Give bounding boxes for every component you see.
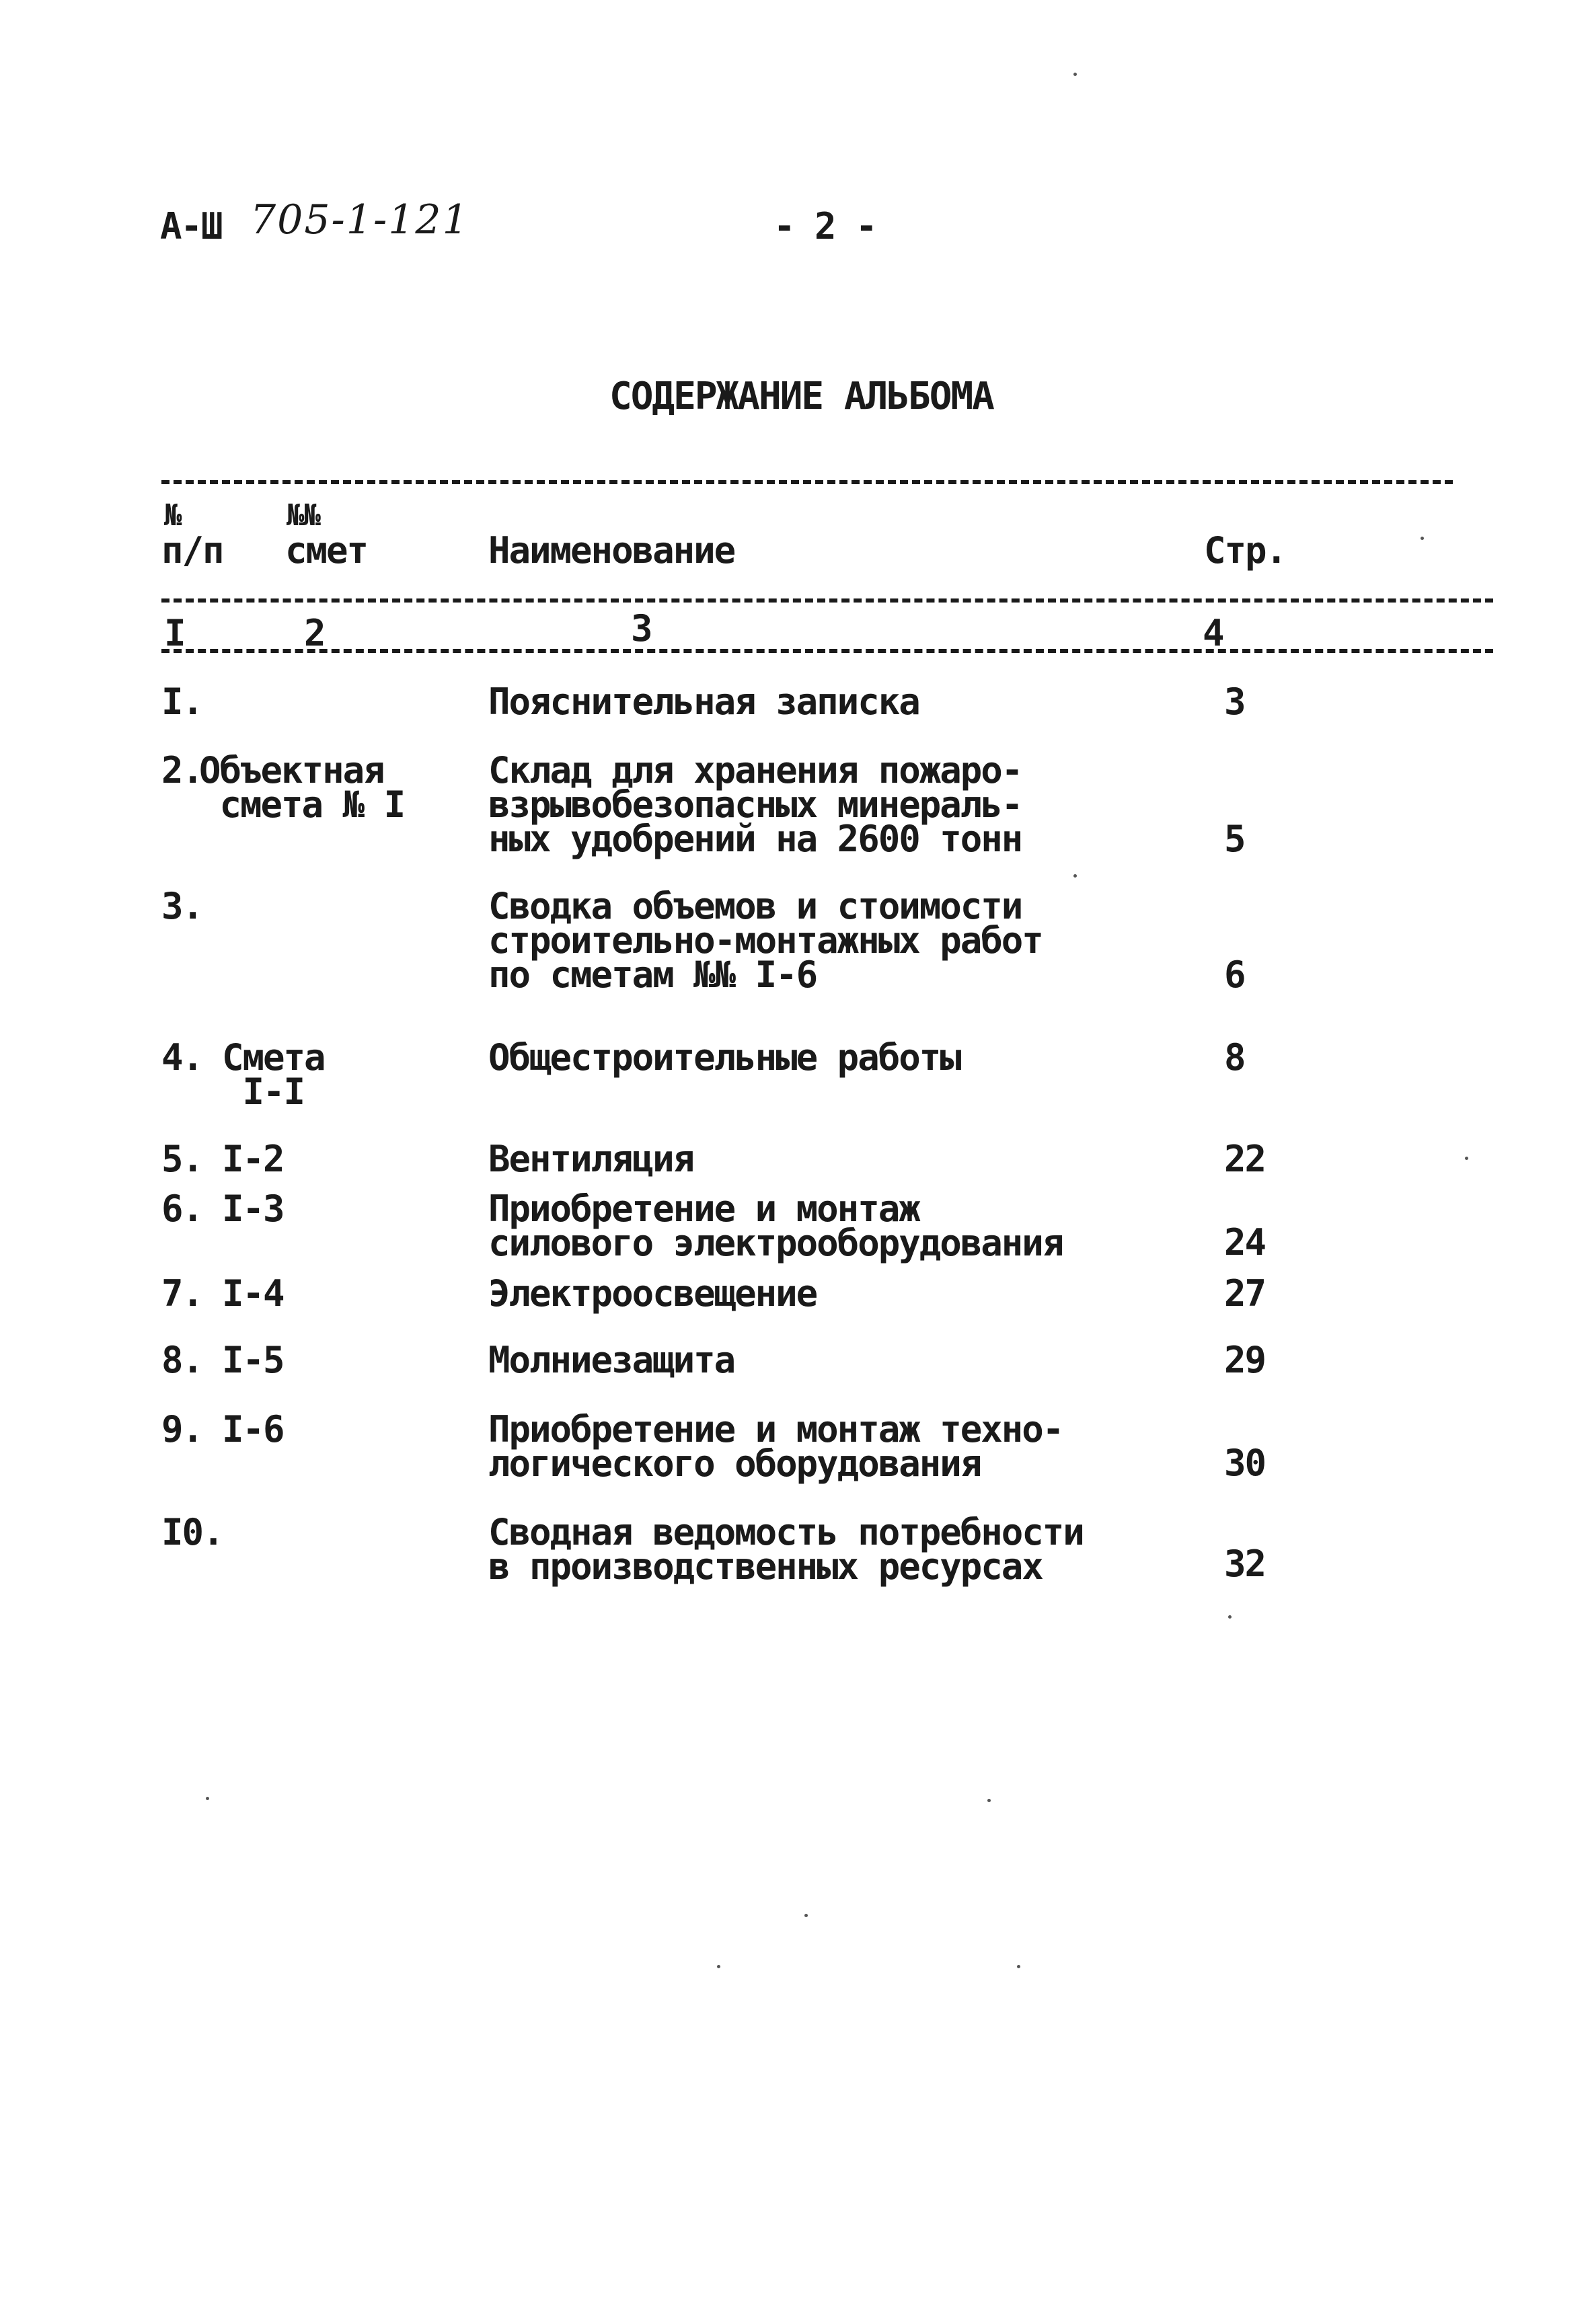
scan-speck [206,1797,209,1800]
header-bottom-rule [161,598,1493,603]
row-9-name: Приобретение и монтаж техно- логического оборудования [488,1408,1063,1485]
document-code-prefix: А-Ш [160,205,222,247]
row-5-name: Вентиляция [488,1138,694,1180]
row-2-name: Склад для хранения пожаро- взрывобезопасных минераль- ных удобрений на 2600 тонн [488,749,1022,860]
row-2-page: 5 [1224,818,1245,860]
row-6-smeta: I-3 [222,1188,284,1230]
scan-speck [804,1914,808,1917]
scan-speck [1421,537,1424,540]
column-number-3: 3 [631,607,652,650]
row-8-name: Молниезащита [488,1339,735,1381]
row-6-page: 24 [1224,1221,1266,1264]
row-4-page: 8 [1224,1036,1245,1079]
row-9-smeta: I-6 [222,1408,284,1450]
row-5-page: 22 [1224,1138,1266,1180]
row-6-name: Приобретение и монтаж силового электрооборудования [488,1188,1063,1264]
scan-speck [987,1799,991,1802]
row-2-smeta: Объектная смета № I [199,749,405,826]
column-name-header: Наименование [488,529,735,572]
document-code-handwritten: 705-1-121 [250,196,469,243]
scan-speck [1073,874,1077,878]
row-7-page: 27 [1224,1272,1266,1315]
row-7-name: Электроосвещение [488,1272,817,1315]
row-1-name: Пояснительная записка [488,681,919,723]
row-4-name: Общестроительные работы [488,1036,960,1079]
scan-speck [1465,1157,1468,1160]
row-10-page: 32 [1224,1543,1266,1585]
row-9-page: 30 [1224,1442,1266,1484]
row-10-name: Сводная ведомость потребности в производственных ресурсах [488,1511,1084,1588]
row-7-smeta: I-4 [222,1272,284,1315]
table-top-rule [161,480,1453,484]
row-3-num: 3. [161,885,203,927]
row-2-num: 2. [161,749,203,791]
row-1-page: 3 [1224,681,1245,723]
page-title: СОДЕРЖАНИЕ АЛЬБОМА [609,375,993,418]
column-num-sign: № [164,498,181,533]
scan-speck [1228,1615,1232,1619]
column-number-2: 2 [304,612,325,654]
column-smeta-sign: №№ [287,498,319,533]
row-5-smeta: I-2 [222,1138,284,1180]
row-8-page: 29 [1224,1339,1266,1381]
row-10-num: I0. [161,1511,223,1553]
row-7-num: 7. [161,1272,203,1315]
row-3-name: Сводка объемов и стоимости строительно-монтажных работ по сметам №№ I-6 [488,885,1043,996]
row-9-num: 9. [161,1408,203,1450]
column-number-1: I [164,612,185,654]
row-5-num: 5. [161,1138,203,1180]
column-page-header: Стр. [1204,529,1287,572]
column-smeta-label: смет [285,529,368,572]
row-3-page: 6 [1224,954,1245,996]
row-4-num: 4. [161,1036,203,1079]
row-6-num: 6. [161,1188,203,1230]
column-num-label: п/п [161,529,223,572]
scan-speck [1017,1965,1020,1968]
column-number-4: 4 [1203,612,1223,654]
page-number: - 2 - [773,205,876,247]
scan-speck [717,1965,720,1968]
scan-speck [1073,73,1077,76]
row-4-smeta: Смета I-I [222,1036,325,1113]
row-8-smeta: I-5 [222,1339,284,1381]
row-8-num: 8. [161,1339,203,1381]
row-1-num: I. [161,681,203,723]
column-number-rule [161,649,1493,653]
